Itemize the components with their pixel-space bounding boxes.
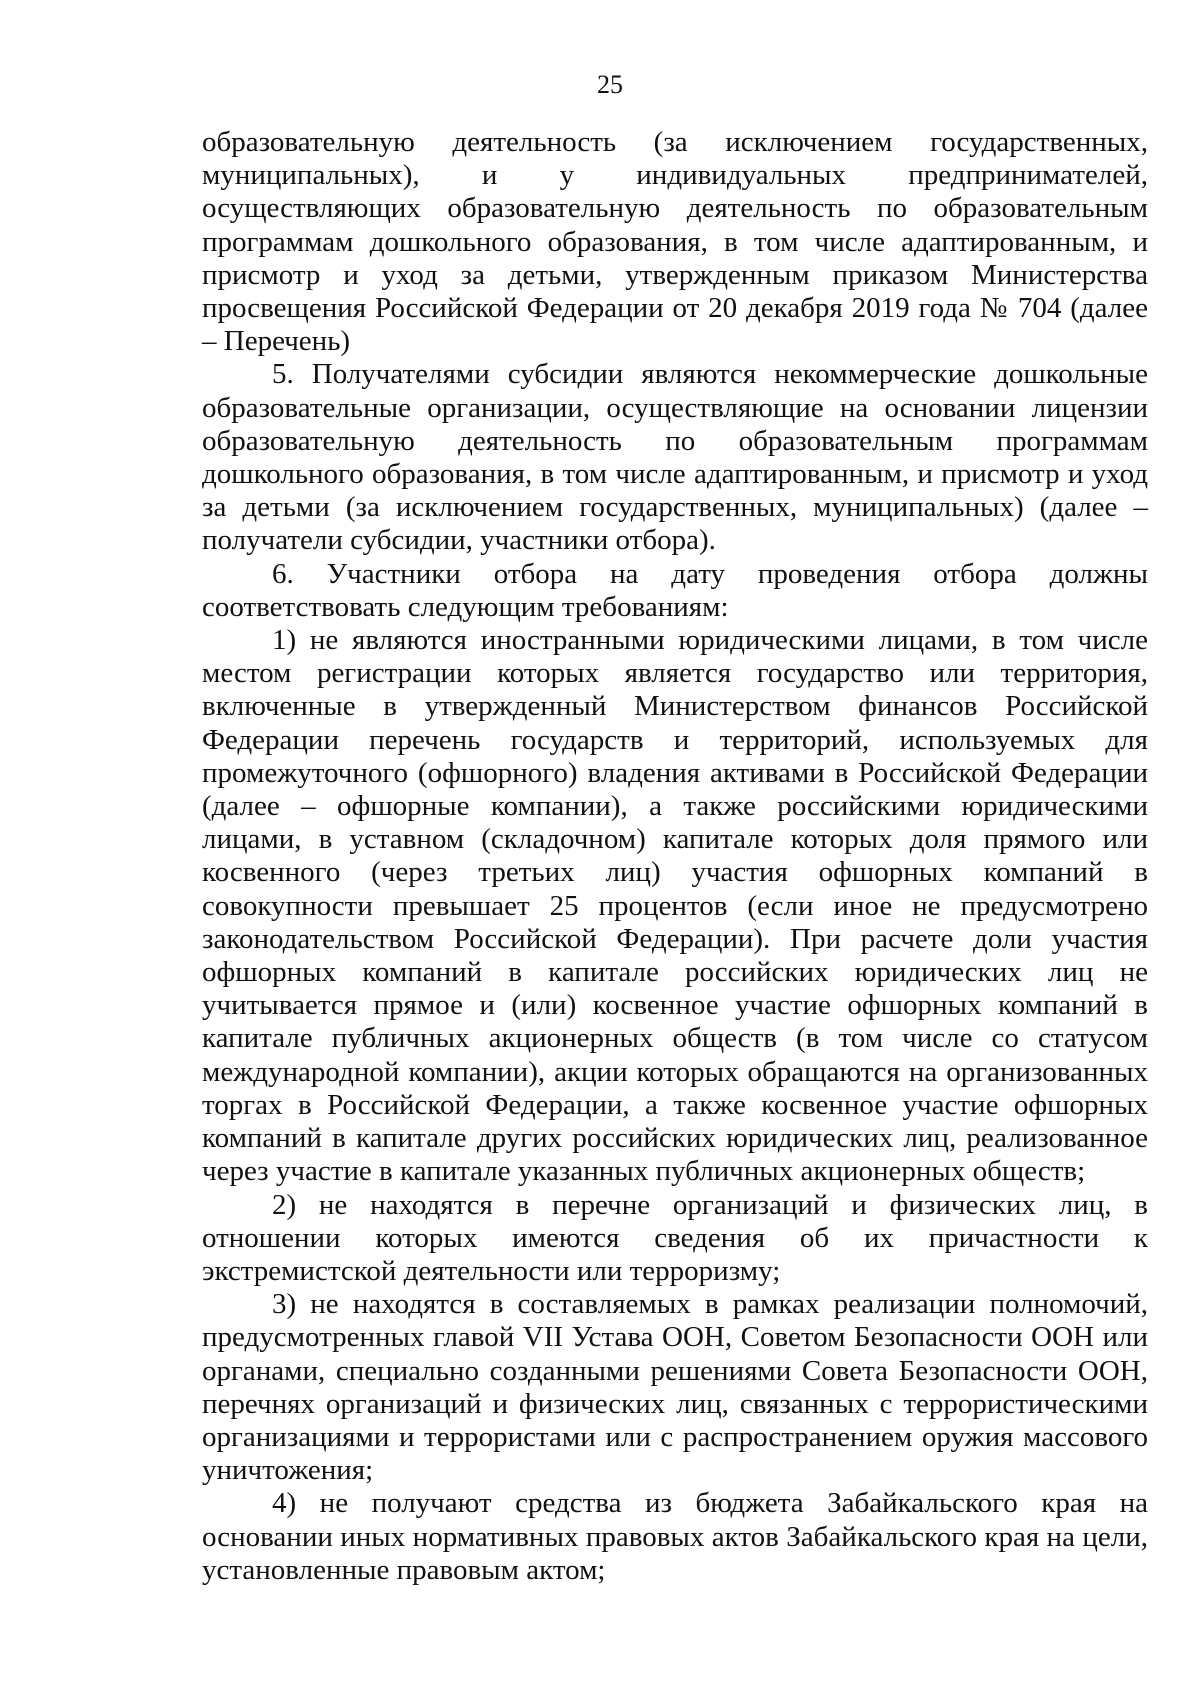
- document-body: [202, 126, 1148, 1587]
- paragraph-item-5: 5. Получателями субсидии являются некоммерческие дошкольные образовательные организации, осуществляющие на основании лицензии образовательную деятельность по образовательным программам дошкольного образования, в том числе адаптированным, и присмотр и уход за детьми (за исключением государственных, муниципальных) (далее – получатели субсидии, участники отбора).: [202, 358, 1148, 557]
- paragraph-subitem-1: 1) не являются иностранными юридическими лицами, в том числе местом регистрации которых является государство или территория, включенные в утвержденный Министерством финансов Российской Федерации перечень государств и территорий, используемых для промежуточного (офшорного) владения активами в Российской Федерации (далее – офшорные компании), а также российскими юридическими лицами, в уставном (складочном) капитале которых доля прямого или косвенного (через третьих лиц) участия офшорных компаний в совокупности превышает 25 процентов (если иное не предусмотрено законодательством Российской Федерации). При расчете доли участия офшорных компаний в капитале российских юридических лиц не учитывается прямое и (или) косвенное участие офшорных компаний в капитале публичных акционерных обществ (в том числе со статусом международной компании), акции которых обращаются на организованных торгах в Российской Федерации, а также косвенное участие офшорных компаний в капитале других российских юридических лиц, реализованное через участие в капитале указанных публичных акционерных обществ;: [202, 624, 1148, 1188]
- paragraph-subitem-4: 4) не получают средства из бюджета Забайкальского края на основании иных нормативных правовых актов Забайкальского края на цели, установленные правовым актом;: [202, 1487, 1148, 1586]
- paragraph-subitem-2: 2) не находятся в перечне организаций и физических лиц, в отношении которых имеются сведения об их причастности к экстремистской деятельности или терроризму;: [202, 1188, 1148, 1287]
- paragraph-item-6: 6. Участники отбора на дату проведения отбора должны соответствовать следующим требованиям:: [202, 557, 1148, 623]
- paragraph-continuation: образовательную деятельность (за исключением государственных, муниципальных), и у индивидуальных предпринимателей, осуществляющих образовательную деятельность по образовательным программам дошкольного образования, в том числе адаптированным, и присмотр и уход за детьми, утвержденным приказом Министерства просвещения Российской Федерации от 20 декабря 2019 года № 704 (далее – Перечень): [202, 126, 1148, 358]
- paragraph-subitem-3: 3) не находятся в составляемых в рамках реализации полномочий, предусмотренных главой VII Устава ООН, Советом Безопасности ООН или органами, специально созданными решениями Совета Безопасности ООН, перечнях организаций и физических лиц, связанных с террористическими организациями и террористами или с распространением оружия массового уничтожения;: [202, 1288, 1148, 1487]
- page-number: 25: [597, 70, 623, 99]
